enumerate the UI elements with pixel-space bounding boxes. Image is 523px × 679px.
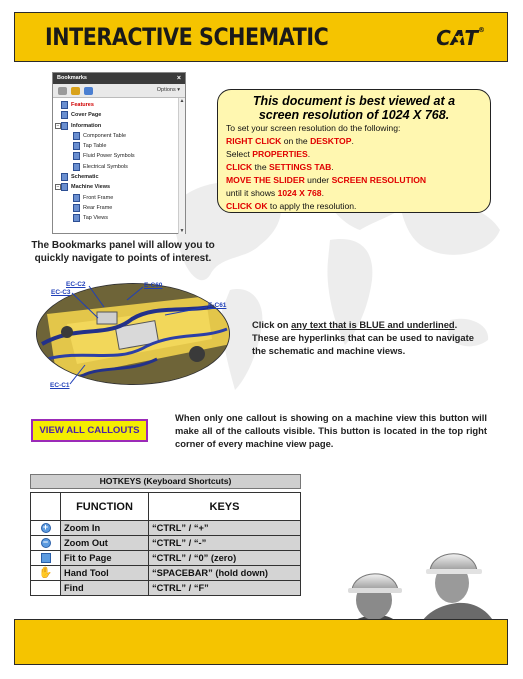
machine-view-image [36, 283, 230, 385]
bookmark-item[interactable] [53, 203, 185, 213]
hotkeys-header-row [31, 493, 301, 521]
bookmark-label: Front Frame [83, 194, 114, 201]
collapse-toggle-icon[interactable]: − [56, 122, 60, 129]
view-all-callouts-button[interactable]: VIEW ALL CALLOUTS [31, 419, 148, 442]
bookmark-icon [73, 132, 80, 140]
info-heading-line2: screen resolution of 1024 X 768. [258, 108, 450, 122]
bookmark-item[interactable] [53, 131, 185, 141]
table-row [31, 566, 301, 581]
hotkeys-title: HOTKEYS (Keyboard Shortcuts) [30, 474, 301, 489]
hotkeys-table [30, 492, 301, 596]
table-row [31, 581, 301, 596]
bookmark-icon [61, 122, 68, 130]
keys-cell: “SPACEBAR” (hold down) [149, 566, 301, 581]
callout-ec-c3[interactable]: EC-C3 [51, 289, 71, 296]
bookmark-label: Tap Table [83, 143, 107, 150]
callout-e-c61[interactable]: E-C61 [208, 302, 227, 309]
bookmark-icon [73, 204, 80, 212]
bookmark-label: Electrical Symbols [83, 163, 128, 170]
hyperlink-explanation: Click on any text that is BLUE and underlined. These are hyperlinks that can be used to navigate the schematic and machine views. [252, 319, 474, 356]
bookmark-label: Information [71, 122, 102, 129]
bookmarks-toolbar [53, 84, 185, 98]
info-step-3: CLICK the SETTINGS TAB. [226, 162, 334, 172]
keys-cell: “CTRL” / “+” [149, 521, 301, 536]
keys-column-header: KEYS [149, 493, 301, 521]
callout-e-c60[interactable]: E-C60 [144, 282, 163, 289]
trash-icon[interactable] [58, 87, 67, 95]
zoom-out-icon: − [41, 538, 51, 548]
bookmarks-titlebar [53, 73, 185, 84]
cat-logo: CAT® [436, 26, 485, 50]
table-row [31, 551, 301, 566]
close-icon[interactable]: × [176, 75, 181, 82]
function-cell: Fit to Page [61, 551, 149, 566]
bookmark-item[interactable] [53, 121, 185, 131]
bookmark-label: Component Table [83, 132, 127, 139]
info-intro: To set your screen resolution do the following: [226, 123, 401, 133]
function-cell: Zoom In [61, 521, 149, 536]
header-banner [14, 12, 508, 62]
keys-cell: “CTRL” / “-” [149, 536, 301, 551]
scroll-up-icon[interactable]: ▲ [179, 98, 185, 104]
callout-ec-c1[interactable]: EC-C1 [50, 382, 70, 389]
table-row [31, 521, 301, 536]
keys-cell: “CTRL” / “0” (zero) [149, 551, 301, 566]
info-step-2: Select PROPERTIES. [226, 149, 311, 159]
bookmark-icon [73, 142, 80, 150]
bookmarks-panel [52, 72, 186, 234]
function-cell: Find [61, 581, 149, 596]
bookmarks-caption: The Bookmarks panel will allow you to quickly navigate to points of interest. [31, 240, 215, 264]
hand-tool-icon: ✋ [38, 566, 53, 579]
bookmark-label: Cover Page [71, 112, 102, 119]
callout-ec-c2[interactable]: EC-C2 [66, 281, 86, 288]
function-cell: Zoom Out [61, 536, 149, 551]
new-bookmark-icon[interactable] [71, 87, 80, 95]
options-menu[interactable]: Options ▾ [156, 87, 180, 93]
icon-column-header [31, 493, 61, 521]
info-step-5: until it shows 1024 X 768. [226, 188, 324, 198]
bookmark-icon [61, 101, 68, 109]
bookmark-item[interactable] [53, 110, 185, 120]
bookmark-item[interactable] [53, 172, 185, 182]
page-title: INTERACTIVE SCHEMATIC [45, 23, 329, 51]
bookmark-item[interactable] [53, 151, 185, 161]
machine-frame-drawing [37, 284, 230, 385]
info-step-4: MOVE THE SLIDER under SCREEN RESOLUTION [226, 175, 427, 185]
bookmarks-tree [53, 98, 185, 224]
bookmark-item[interactable] [53, 162, 185, 172]
bookmark-icon [73, 214, 80, 222]
bookmark-icon [73, 163, 80, 171]
bookmark-item[interactable] [53, 100, 185, 110]
bookmark-label: Tap Views [83, 215, 108, 222]
bookmark-icon [73, 194, 80, 202]
bookmark-label: Rear Frame [83, 204, 113, 211]
bookmark-item[interactable] [53, 213, 185, 223]
fit-page-icon [41, 553, 51, 563]
bookmark-label: Schematic [71, 174, 99, 181]
function-cell: Hand Tool [61, 566, 149, 581]
underlined-phrase: any text that is BLUE and underlined [291, 319, 455, 330]
cat-logo-triangle-icon [455, 36, 463, 43]
bookmarks-scrollbar[interactable] [178, 98, 185, 234]
table-row [31, 536, 301, 551]
bookmark-label: Machine Views [71, 184, 111, 191]
bookmark-icon [61, 173, 68, 181]
info-step-1: RIGHT CLICK on the DESKTOP. [226, 136, 354, 146]
bookmark-item[interactable] [53, 182, 185, 192]
collapse-toggle-icon[interactable]: − [56, 184, 60, 191]
bookmark-icon [73, 152, 80, 160]
bookmark-item[interactable] [53, 141, 185, 151]
info-step-6: CLICK OK to apply the resolution. [226, 201, 357, 211]
function-column-header: FUNCTION [61, 493, 149, 521]
keys-cell: “CTRL” / “F” [149, 581, 301, 596]
bookmark-item[interactable] [53, 193, 185, 203]
expand-bookmark-icon[interactable] [84, 87, 93, 95]
bookmark-icon [61, 183, 68, 191]
bookmark-label: Features [71, 102, 94, 108]
bookmarks-title: Bookmarks [57, 75, 87, 81]
resolution-info-box [217, 89, 491, 213]
zoom-in-icon: + [41, 523, 51, 533]
info-heading-line1: This document is best viewed at a [252, 94, 456, 108]
bookmark-icon [61, 111, 68, 119]
footer-banner [14, 619, 508, 665]
bookmark-label: Fluid Power Symbols [83, 153, 135, 160]
view-all-callouts-description: When only one callout is showing on a machine view this button will make all of the callouts visible. This button is located in the top right corner of every machine view page. [175, 412, 487, 449]
scroll-down-icon[interactable]: ▼ [179, 228, 185, 234]
